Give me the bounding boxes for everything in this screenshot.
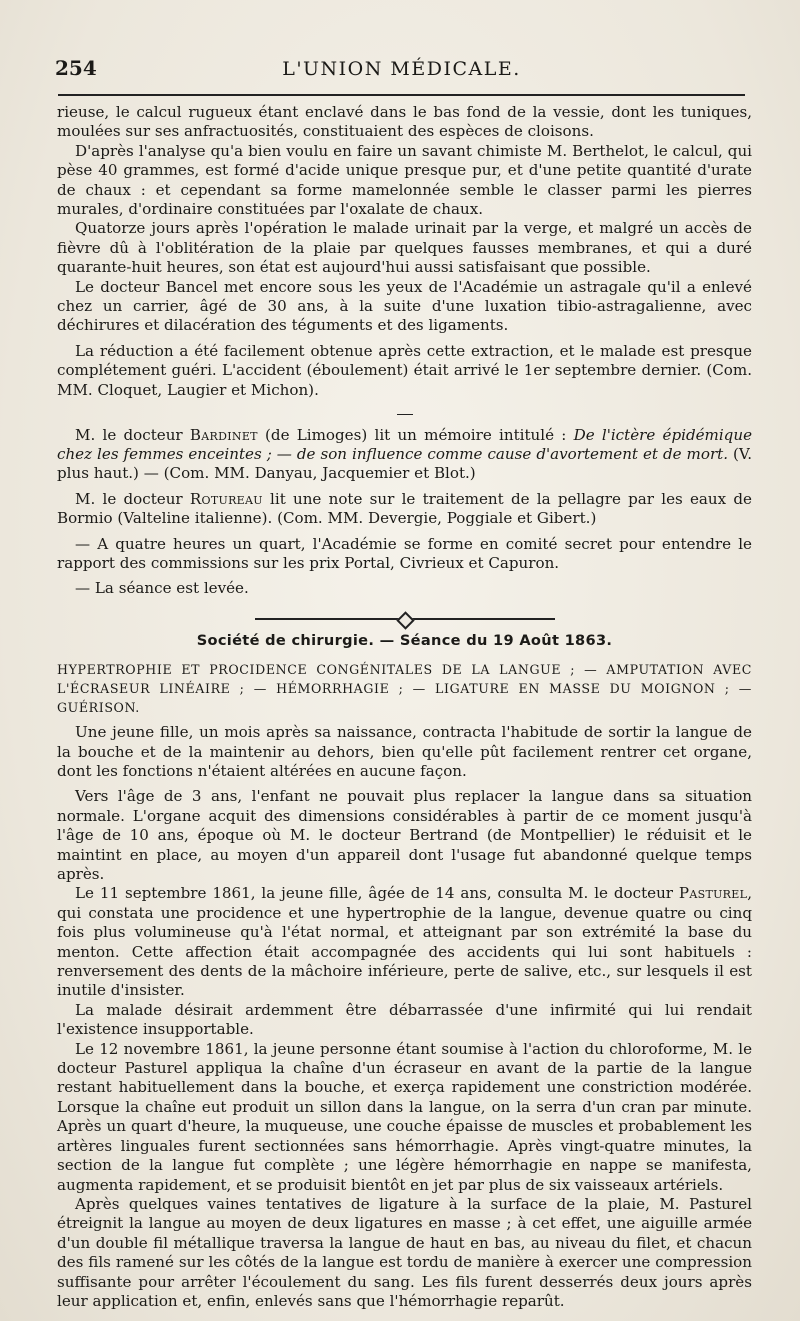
paragraph: Après quelques vaines tentatives de ligature à la surface de la plaie, M. Pasturel étreignit la langue au moyen de deux ligatures en masse ; à cet effet, une aiguille armée d'un double fil métallique traversa la langue de haut en bas, au niveau du filet, et chacun des fils ramené sur les côtés de la langue est tordu de manière à exercer une compression suffisante pour arrêter l'écoulement du sang. Les fils furent desserrés deux jours après leur application et, enfin, enlevés sans que l'hémorrhagie reparût.	[57, 1194, 752, 1310]
article-body	[57, 103, 752, 1311]
running-header	[55, 56, 748, 88]
paragraph-levee: — La séance est levée.	[75, 579, 249, 598]
paragraph: Vers l'âge de 3 ans, l'enfant ne pouvait plus replacer la langue dans sa situation normale. L'organe acquit des dimensions considérables à partir de ce moment jusqu'à l'âge de 10 ans, époque où M. le docteur Bertrand (de Montpellier) le réduisit et le maintint en place, au moyen d'un appareil dont l'usage fut abandonné quelque temps après.	[57, 787, 752, 883]
running-title: L'UNION MÉDICALE.	[282, 58, 521, 80]
paragraph: La réduction a été facilement obtenue après cette extraction, et le malade est presque complétement guéri. L'accident (éboulement) était arrivé le 1er septembre dernier. (Com. MM. Cloquet, Laugier et Michon).	[57, 341, 752, 399]
paragraph: La malade désirait ardemment être débarrassée d'une infirmité qui lui rendait l'existence insupportable.	[57, 1000, 752, 1039]
paragraph: D'après l'analyse qu'a bien voulu en faire un savant chimiste M. Berthelot, le calcul, qui pèse 40 grammes, est formé d'acide unique presque pur, et d'une petite quantité d'urate de chaux : et cependant sa forme mamelonnée semble le classer parmi les pierres murales, d'ordinaire constituées par l'oxalate de chaux.	[57, 141, 752, 219]
page-number: 254	[55, 56, 97, 80]
paragraph-pasturel: Le 11 septembre 1861, la jeune fille, âgée de 14 ans, consulta M. le docteur Pasturel, qui constata une procidence et une hypertrophie de la langue, devenue quatre ou cinq fois plus volumineuse qu'à l'état normal, et atteignant par son extrémité la base du menton. Cette affection était accompagnée des accidents qui lui sont habituels : renversement des dents de la mâchoire inférieure, perte de salive, etc., sur lesquels il est inutile d'insister.	[57, 884, 752, 1000]
paragraph: Le 12 novembre 1861, la jeune personne étant soumise à l'action du chloroforme, M. le docteur Pasturel appliqua la chaîne d'un écraseur en avant de la partie de la langue restant habituellement dans la bouche, et exerça rapidement une constriction modérée. Lorsque la chaîne eut produit un sillon dans la langue, on la serra d'un cran par minute. Après un quart d'heure, la muqueuse, une couche épaisse de muscles et probablement les artères linguales furent sectionnées sans hémorrhagie. Après vingt-quatre minutes, la section de la langue fut complète ; une légère hémorrhagie en nappe se manifesta, augmenta rapidement, et se produisit bientôt en jet par plus de six vaisseaux artériels.	[57, 1039, 752, 1194]
header-rule	[58, 94, 745, 96]
paragraph: Le docteur Bancel met encore sous les yeux de l'Académie un astragale qu'il a enlevé chez un carrier, âgé de 30 ans, à la suite d'une luxation tibio-astragalienne, avec déchirures et dilacération des téguments et des ligaments.	[57, 277, 752, 335]
paragraph-comite: — A quatre heures un quart, l'Académie se forme en comité secret pour entendre le rapport des commissions sur les prix Portal, Civrieux et Capuron.	[57, 534, 752, 572]
paragraph-bardinet: M. le docteur Bardinet (de Limoges) lit un mémoire intitulé : De l'ictère épidémique chez les femmes enceintes ; — de son influence comme cause d'avortement et de mort. (V. plus haut.) — (Com. MM. Danyau, Jacquemier et Blot.)	[57, 425, 752, 483]
section-ornament	[255, 613, 555, 625]
paragraph: Quatorze jours après l'opération le malade urinait par la verge, et malgré un accès de fièvre dû à l'oblitération de la plaie par quelques fausses membranes, et qui a duré quarante-huit heures, son état est aujourd'hui aussi satisfaisant que possible.	[57, 219, 752, 277]
paragraph-rotureau: M. le docteur Rotureau lit une note sur le traitement de la pellagre par les eaux de Bormio (Valteline italienne). (Com. MM. Devergie, Poggiale et Gibert.)	[57, 489, 752, 528]
paragraph: Une jeune fille, un mois après sa naissance, contracta l'habitude de sortir la langue de la bouche et de la maintenir au dehors, bien qu'elle pût facilement rentrer cet organe, dont les fonctions n'étaient altérées en aucune façon.	[57, 723, 752, 780]
section-dash	[57, 404, 752, 423]
paragraph: rieuse, le calcul rugueux étant enclavé dans le bas fond de la vessie, dont les tuniques, moulées sur ses anfractuosités, constituaient des espèces de cloisons.	[57, 103, 752, 141]
case-subheading: HYPERTROPHIE ET PROCIDENCE CONGÉNITALES DE LA LANGUE ; — AMPUTATION AVEC L'ÉCRASEUR LINÉAIRE ; — HÉMORRHAGIE ; — LIGATURE EN MASSE DU MOIGNON ; — GUÉRISON.	[57, 662, 752, 716]
society-heading: Société de chirurgie. — Séance du 19 Août 1863.	[196, 631, 613, 649]
